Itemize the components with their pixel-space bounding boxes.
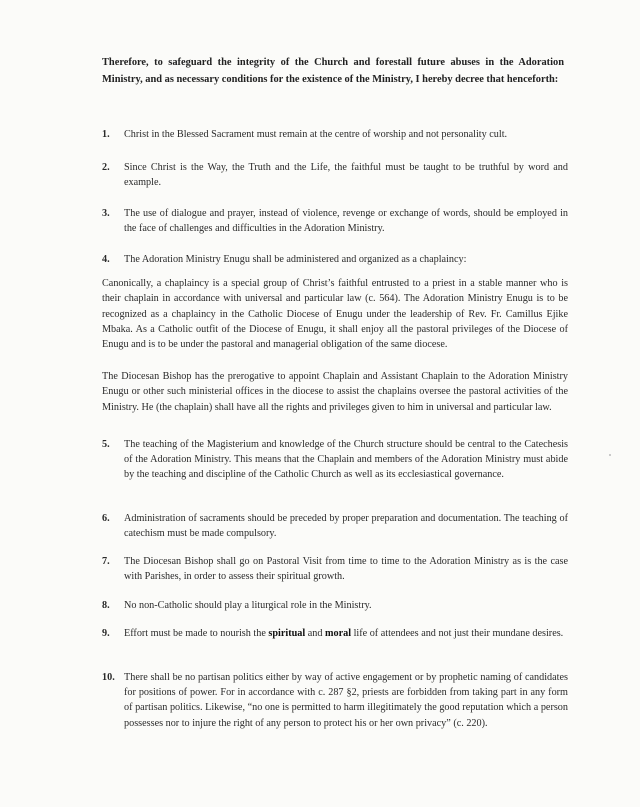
decree-item-3 [102, 206, 568, 236]
decree-item-10 [102, 670, 568, 731]
item-text: The teaching of the Magisterium and knowledge of the Church structure should be central to the Catechesis of the Adoration Ministry. This means that the Chaplain and members of the Adoration Ministry must abide by the teaching and discipline of the Catholic Church as well as its ecclesiastical governance. [124, 439, 568, 481]
item-text-end: life of attendees and not just their mundane desires. [351, 628, 564, 639]
chaplaincy-paragraph: Canonically, a chaplaincy is a special group of Christ’s faithful entrusted to a priest in a stable manner who is their chaplain in accordance with universal and particular law (c. 564). The Adoration Ministry Enugu is to be recognized as a chaplaincy in the Catholic Diocese of Enugu under the leadership of Rev. Fr. Camillus Ejike Mbaka. As a Catholic outfit of the Diocese of Enugu, it shall enjoy all the pastoral privileges of the Diocese of Enugu and is to be under the pastoral and managerial obligation of the same diocese. [102, 278, 568, 351]
item-number: 8. [102, 600, 110, 611]
item-number: 3. [102, 208, 110, 219]
item-text-start: Effort must be made to nourish the [124, 628, 269, 639]
item-text-mid: and [305, 628, 326, 639]
item-text [124, 626, 568, 641]
bishop-paragraph: The Diocesan Bishop has the prerogative to appoint Chaplain and Assistant Chaplain to the Adoration Ministry Enugu or other such ministerial offices in the diocese to assist the chaplains oversee the pastoral activities of the Ministry. He (the chaplain) shall have all the rights and privileges given to him in universal and particular law. [102, 371, 568, 413]
decree-item-9 [102, 626, 568, 641]
decree-intro: Therefore, to safeguard the integrity of the Church and forestall future abuses in the Adoration Ministry, and as necessary conditions for the existence of the Ministry, I hereby decree that henceforth: [102, 57, 564, 85]
item-number: 4. [102, 254, 110, 265]
item-number: 7. [102, 556, 110, 567]
decree-item-1 [102, 127, 568, 142]
decree-item-7 [102, 554, 568, 584]
item-text: The Adoration Ministry Enugu shall be administered and organized as a chaplaincy: [124, 254, 467, 265]
scan-speck [609, 454, 611, 456]
item-number: 2. [102, 162, 110, 173]
item-text: No non-Catholic should play a liturgical role in the Ministry. [124, 600, 372, 611]
decree-item-4 [102, 252, 568, 267]
item-number: 10. [102, 672, 115, 683]
item-text: Christ in the Blessed Sacrament must remain at the centre of worship and not personality cult. [124, 129, 508, 140]
item-number: 1. [102, 129, 110, 140]
decree-item-8 [102, 598, 568, 613]
moral-emphasis: moral [325, 628, 352, 639]
spiritual-emphasis: spiritual [268, 628, 306, 639]
decree-item-2 [102, 160, 568, 190]
item-text: Administration of sacraments should be preceded by proper preparation and documentation. The teaching of catechism must be made compulsory. [124, 513, 568, 540]
item-number: 6. [102, 513, 110, 524]
decree-item-6 [102, 511, 568, 541]
decree-item-5 [102, 437, 568, 483]
item-number: 5. [102, 439, 110, 450]
item-text: The Diocesan Bishop shall go on Pastoral Visit from time to time to the Adoration Ministry as is the case with Parishes, in order to assess their spiritual growth. [124, 556, 568, 583]
item-text: The use of dialogue and prayer, instead of violence, revenge or exchange of words, should be employed in the face of challenges and difficulties in the Adoration Ministry. [124, 208, 568, 235]
item-text: Since Christ is the Way, the Truth and the Life, the faithful must be taught to be truthful by word and example. [124, 162, 568, 189]
item-text: There shall be no partisan politics either by way of active engagement or by prophetic naming of candidates for positions of power. For in accordance with c. 287 §2, priests are forbidden from taking part in any form of partisan politics. Likewise, “no one is permitted to harm illegitimately the good reputation which a person possesses nor to injure the right of any person to protect his or her own privacy” (c. 220). [124, 672, 568, 729]
item-number: 9. [102, 628, 110, 639]
